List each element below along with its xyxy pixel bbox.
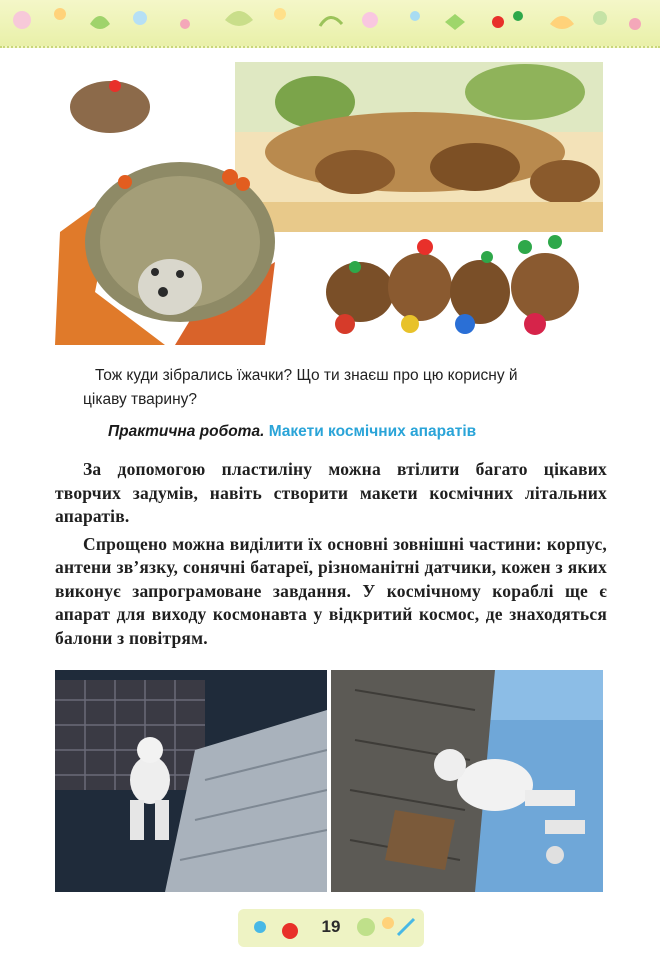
section-heading	[108, 423, 608, 441]
plasticine-ball	[518, 240, 532, 254]
berry-ornament	[513, 11, 523, 21]
hedgehog-eye	[176, 270, 184, 278]
bow-ornament	[445, 14, 465, 30]
flower-ornament	[593, 11, 607, 25]
plasticine-nose	[455, 314, 475, 334]
hedgehog-crafts-photo	[55, 62, 603, 345]
page-number: 19	[321, 917, 341, 936]
berry-ornament	[492, 16, 504, 28]
rowan-berry	[118, 175, 132, 189]
page-footer	[238, 905, 424, 951]
section-title: Макети космічних апаратів	[268, 423, 477, 440]
flower-ornament	[274, 8, 286, 20]
flower-ornament	[180, 19, 190, 29]
leaf-ornament	[550, 16, 574, 29]
leaf-ornament	[90, 16, 110, 29]
plasticine-ball	[548, 235, 562, 249]
plasticine-nose	[401, 315, 419, 333]
paragraph-2: Спрощено можна виділити їх основні зовнішні частини: корпус, антени зв’язку, сонячні батареї, різноманітні датчики, кожен з яких виконує запрограмоване завдання. У космічному кораблі ще є апарат для виходу космонавта у відкритий космос, де знаходяться балони з повітрям.	[55, 533, 607, 648]
spacewalk-photos	[55, 670, 603, 892]
flower-ornament	[133, 11, 147, 25]
pine-cone	[430, 143, 520, 191]
hedgehog-nose	[158, 287, 168, 297]
decorative-ornaments	[0, 0, 660, 46]
caption-line-1: Тож куди зібрались їжачки? Що ти знаєш про цю корисну й	[95, 367, 518, 384]
flower-ornament	[13, 11, 31, 29]
photo-divider	[327, 670, 331, 892]
pine-cone	[315, 150, 395, 194]
pine-cone	[530, 160, 600, 204]
hedgehog-eye	[151, 268, 159, 276]
solar-panel-array	[55, 680, 205, 790]
plasticine-nose	[524, 313, 546, 335]
body-text	[55, 458, 607, 650]
rowan-berry	[236, 177, 250, 191]
plasticine-ball	[481, 251, 493, 263]
swirl-ornament	[320, 17, 342, 26]
pine-cone-cluster	[265, 112, 565, 192]
hedgehog-face	[138, 259, 202, 315]
photo-caption	[83, 364, 605, 412]
equipment-bundle	[385, 810, 455, 870]
spacewalk-illustration	[55, 670, 603, 892]
paragraph-1: За допомогою пластиліну можна втілити багато цікавих творчих задумів, навіть створити макети космічних літальних апаратів.	[55, 459, 607, 526]
red-berry	[109, 80, 121, 92]
hedgehog-crafts-illustration	[55, 62, 603, 345]
practical-work-label: Практична робота.	[108, 423, 265, 440]
cone-hedgehog	[511, 253, 579, 321]
leaf-ornament	[225, 11, 253, 26]
plasticine-ball	[349, 261, 361, 273]
plasticine-ball	[417, 239, 433, 255]
cone-hedgehog	[388, 253, 452, 321]
flower-ornament	[54, 8, 66, 20]
top-decorative-border	[0, 0, 660, 48]
rowan-berry	[222, 169, 238, 185]
flower-ornament	[629, 18, 641, 30]
caption-line-2: цікаву тварину?	[83, 391, 198, 408]
diorama-leaves	[465, 64, 585, 120]
plasticine-nose	[335, 314, 355, 334]
flower-ornament	[362, 12, 378, 28]
diorama-ground	[235, 202, 603, 232]
cone-hedgehog	[450, 260, 510, 324]
cone-hedgehog	[326, 262, 394, 322]
flower-ornament	[410, 11, 420, 21]
